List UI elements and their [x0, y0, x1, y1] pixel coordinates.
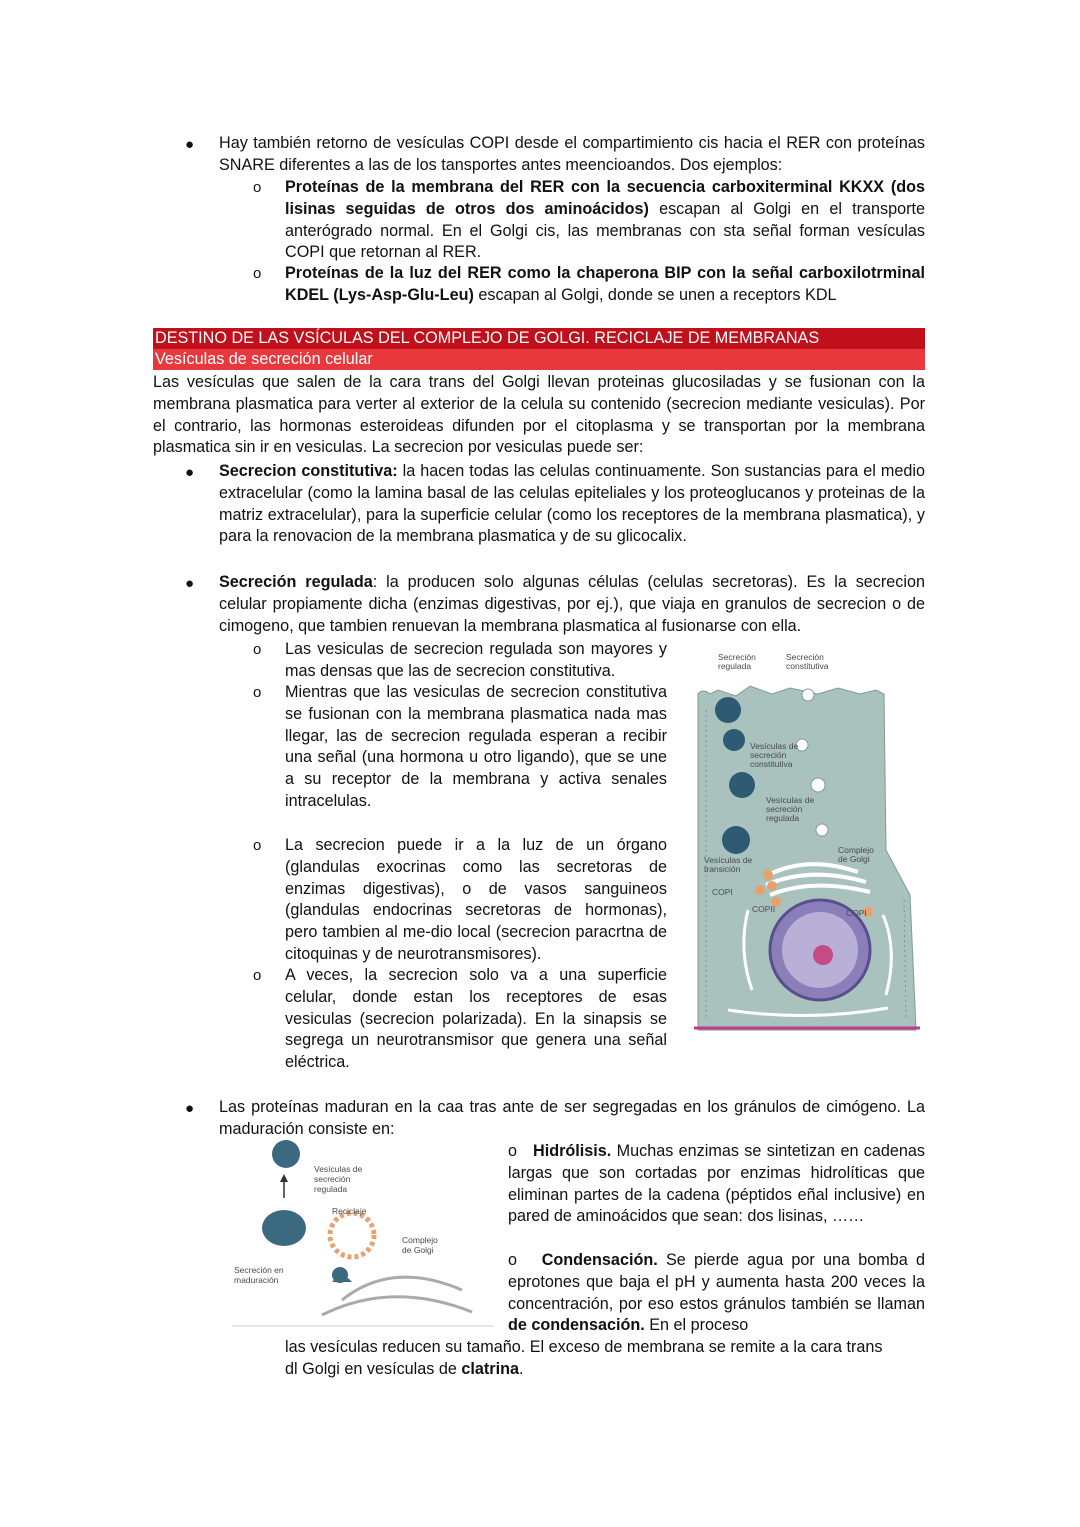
- regulada-sub-3: La secrecion puede ir a la luz de un órgano (glandulas exocrinas como las secretoras de enzimas digestivas), o de vasos sanguineos (glandulas endocrinas secretoras de hormonas), pero tambien al me-dio local (secrecion paracrtna de citoquinas y de neurotransmisores).: [285, 836, 667, 963]
- bullet-glyph: ●: [185, 1100, 195, 1117]
- sub-bullet-glyph: o: [253, 684, 262, 701]
- section-heading: DESTINO DE LAS VSÍCULAS DEL COMPLEJO DE GOLGI. RECICLAJE DE MEMBRANAS: [153, 328, 925, 349]
- label-vesiculas-constitutiva: constitutiva: [750, 759, 793, 769]
- bullet-glyph: ●: [185, 136, 195, 153]
- label-complejo-golgi: Complejo: [402, 1235, 438, 1245]
- label-secrecion-maduracion: maduración: [234, 1275, 279, 1285]
- tail2-b: .: [518, 1360, 524, 1378]
- hidrolisis-rest: Muchas enzimas se sintetizan en cadenas largas que son cortadas por enzimas hidrolíticas que eliminan partes de la cadena (péptidos eñal inclusive) en pared de aminoácidos que sean: dos lisinas, ……: [508, 1142, 925, 1226]
- label-complejo-golgi: de Golgi: [838, 854, 870, 864]
- label-secrecion-constitutiva: Secreción: [786, 652, 824, 662]
- regulada-sub-1: Las vesiculas de secrecion regulada son mayores y mas densas que las de secrecion constitutiva.: [285, 640, 667, 680]
- subsection-heading: Vesículas de secreción celular: [153, 349, 925, 370]
- label-vesiculas-transicion: transición: [704, 864, 741, 874]
- kdel-paragraph: [285, 263, 925, 307]
- intro-paragraph: Las vesículas que salen de la cara trans del Golgi llevan proteinas glucosiladas y se fusionan con la membrana plasmatica para verter al exterior de la celula su contenido (secrecion mediante vesiculas). Por el contrario, las hormonas esteroideas difunden por el citoplasma y se transportan por la membrana plasmatica sin ir en vesiculas. La secrecion por vesiculas puede ser:: [153, 373, 925, 457]
- bullet-glyph: ●: [185, 464, 195, 481]
- constitutiva-paragraph: [219, 461, 925, 548]
- regulada-rest: : la producen solo algunas células (celulas secretoras). Es la secrecion celular propiamente dicha (enzimas digestivas, por ej.), que viaja en granulos de secrecion o de cimogeno, que tambien renuevan la membrana plasmatica al fusionarse con ella.: [219, 573, 925, 635]
- condensacion-paragraph: [508, 1250, 925, 1337]
- condensacion-rest1: Se pierde agua por una bomba d eprotones que baja el pH y aumenta hasta 200 veces la concentración, por eso estos gránulos también se llaman: [508, 1251, 925, 1313]
- label-secrecion-regulada: Secreción: [718, 652, 756, 662]
- label-reciclaje: Reciclaje: [332, 1206, 367, 1216]
- label-secrecion-maduracion: Secreción en: [234, 1265, 284, 1275]
- hidrolisis-paragraph: [508, 1141, 925, 1228]
- constitutiva-rest: la hacen todas las celulas continuamente. Son sustancias para el medio extracelular (como la lamina basal de las celulas epiteliales y los proteoglucanos y proteinas de la matriz extracelular), para la superficie celular (como los receptores de la membrana plasmatica), y para la renovacion de la membrana plasmatica y de su glicocalix.: [219, 462, 925, 546]
- label-secrecion-regulada: regulada: [718, 661, 752, 671]
- maduracion-tail-2: [285, 1359, 925, 1381]
- maduracion-tail-1: las vesículas reducen su tamaño. El exceso de membrana se remite a la cara trans: [285, 1338, 883, 1356]
- label-vesiculas-constitutiva: Vesículas de: [750, 741, 799, 751]
- kkxx-rest: escapan al Golgi en el transporte anterógrado normal. En el Golgi cis, las membranas con sta señal forman vesículas COPI que retornan al RER.: [285, 199, 926, 262]
- maturation-figure: [232, 1140, 494, 1330]
- copi-return-paragraph: Hay también retorno de vesículas COPI desde el compartimiento cis hacia el RER con proteínas SNARE diferentes a las de los tansportes antes meencioandos. Dos ejemplos:: [219, 134, 925, 174]
- condensacion-rest2: En el proceso: [644, 1316, 749, 1335]
- label-secrecion-constitutiva: constitutiva: [786, 661, 829, 671]
- hidrolisis-bold: Hidrólisis.: [533, 1142, 612, 1160]
- label-vesiculas-regulada: Vesículas de: [766, 795, 815, 805]
- sub-bullet-glyph: o: [253, 265, 262, 282]
- sub-bullet-glyph: o: [253, 641, 262, 658]
- sub-bullet-glyph: o: [253, 837, 262, 854]
- label-vesiculas-transicion: Vesículas de: [704, 855, 753, 865]
- regulada-sub-2: Mientras que las vesiculas de secrecion constitutiva se fusionan con la membrana plasmatica nada mas llegar, las de secrecion regulada esperan a recibir una señal (una hormona u otro ligando), que se une a su receptor de la membrana y activa senales intracelulas.: [285, 683, 667, 810]
- label-vesiculas-constitutiva: secreción: [750, 750, 787, 760]
- label-vesiculas-regulada: Vesículas de: [314, 1164, 363, 1174]
- label-copi-left: COPI: [712, 887, 733, 897]
- label-vesiculas-regulada: regulada: [766, 813, 800, 823]
- tail2-bold: clatrina: [461, 1360, 519, 1378]
- label-vesiculas-regulada: secreción: [314, 1174, 351, 1184]
- regulada-sub-4: A veces, la secrecion solo va a una superficie celular, donde estan los receptores de esas vesiculas (secrecion polarizada). En la sinapsis se segrega un neurotransmisor que genera una señal eléctrica.: [285, 966, 667, 1072]
- secretory-cell-figure: [688, 650, 926, 1035]
- sub-bullet-glyph: o: [253, 967, 262, 984]
- kkxx-paragraph: [285, 177, 925, 264]
- label-vesiculas-regulada: secreción: [766, 804, 803, 814]
- label-vesiculas-regulada: regulada: [314, 1184, 348, 1194]
- condensacion-bold: Condensación.: [541, 1251, 658, 1269]
- tail2-a: dl Golgi en vesículas de: [285, 1360, 462, 1378]
- kdel-rest: escapan al Golgi, donde se unen a receptors KDL: [473, 285, 837, 304]
- label-copii: COPII: [752, 904, 776, 914]
- label-copi-right: COPI: [846, 908, 867, 918]
- constitutiva-bold: Secrecion constitutiva:: [219, 462, 398, 480]
- bullet-glyph: ●: [185, 575, 195, 592]
- label-complejo-golgi: de Golgi: [402, 1245, 434, 1255]
- sub-bullet-glyph: o: [253, 179, 262, 196]
- kdel-bold: Proteínas de la luz del RER como la chaperona BIP con la señal carboxilotrminal KDEL (Lys-Asp-Glu-Leu): [285, 264, 925, 304]
- sub-bullet-glyph: o: [508, 1142, 518, 1160]
- label-complejo-golgi: Complejo: [838, 845, 874, 855]
- maduracion-intro: Las proteínas maduran en la caa tras ante de ser segregadas en los gránulos de cimógeno. La maduración consiste en:: [219, 1098, 925, 1138]
- regulada-bold: Secreción regulada: [219, 573, 373, 591]
- sub-bullet-glyph: o: [508, 1251, 518, 1269]
- condensacion-bold2: de condensación.: [508, 1316, 645, 1335]
- regulada-paragraph: [219, 572, 925, 637]
- kkxx-bold: Proteínas de la membrana del RER con la secuencia carboxiterminal KKXX (dos lisinas seguidas de otros dos aminoácidos): [285, 178, 925, 218]
